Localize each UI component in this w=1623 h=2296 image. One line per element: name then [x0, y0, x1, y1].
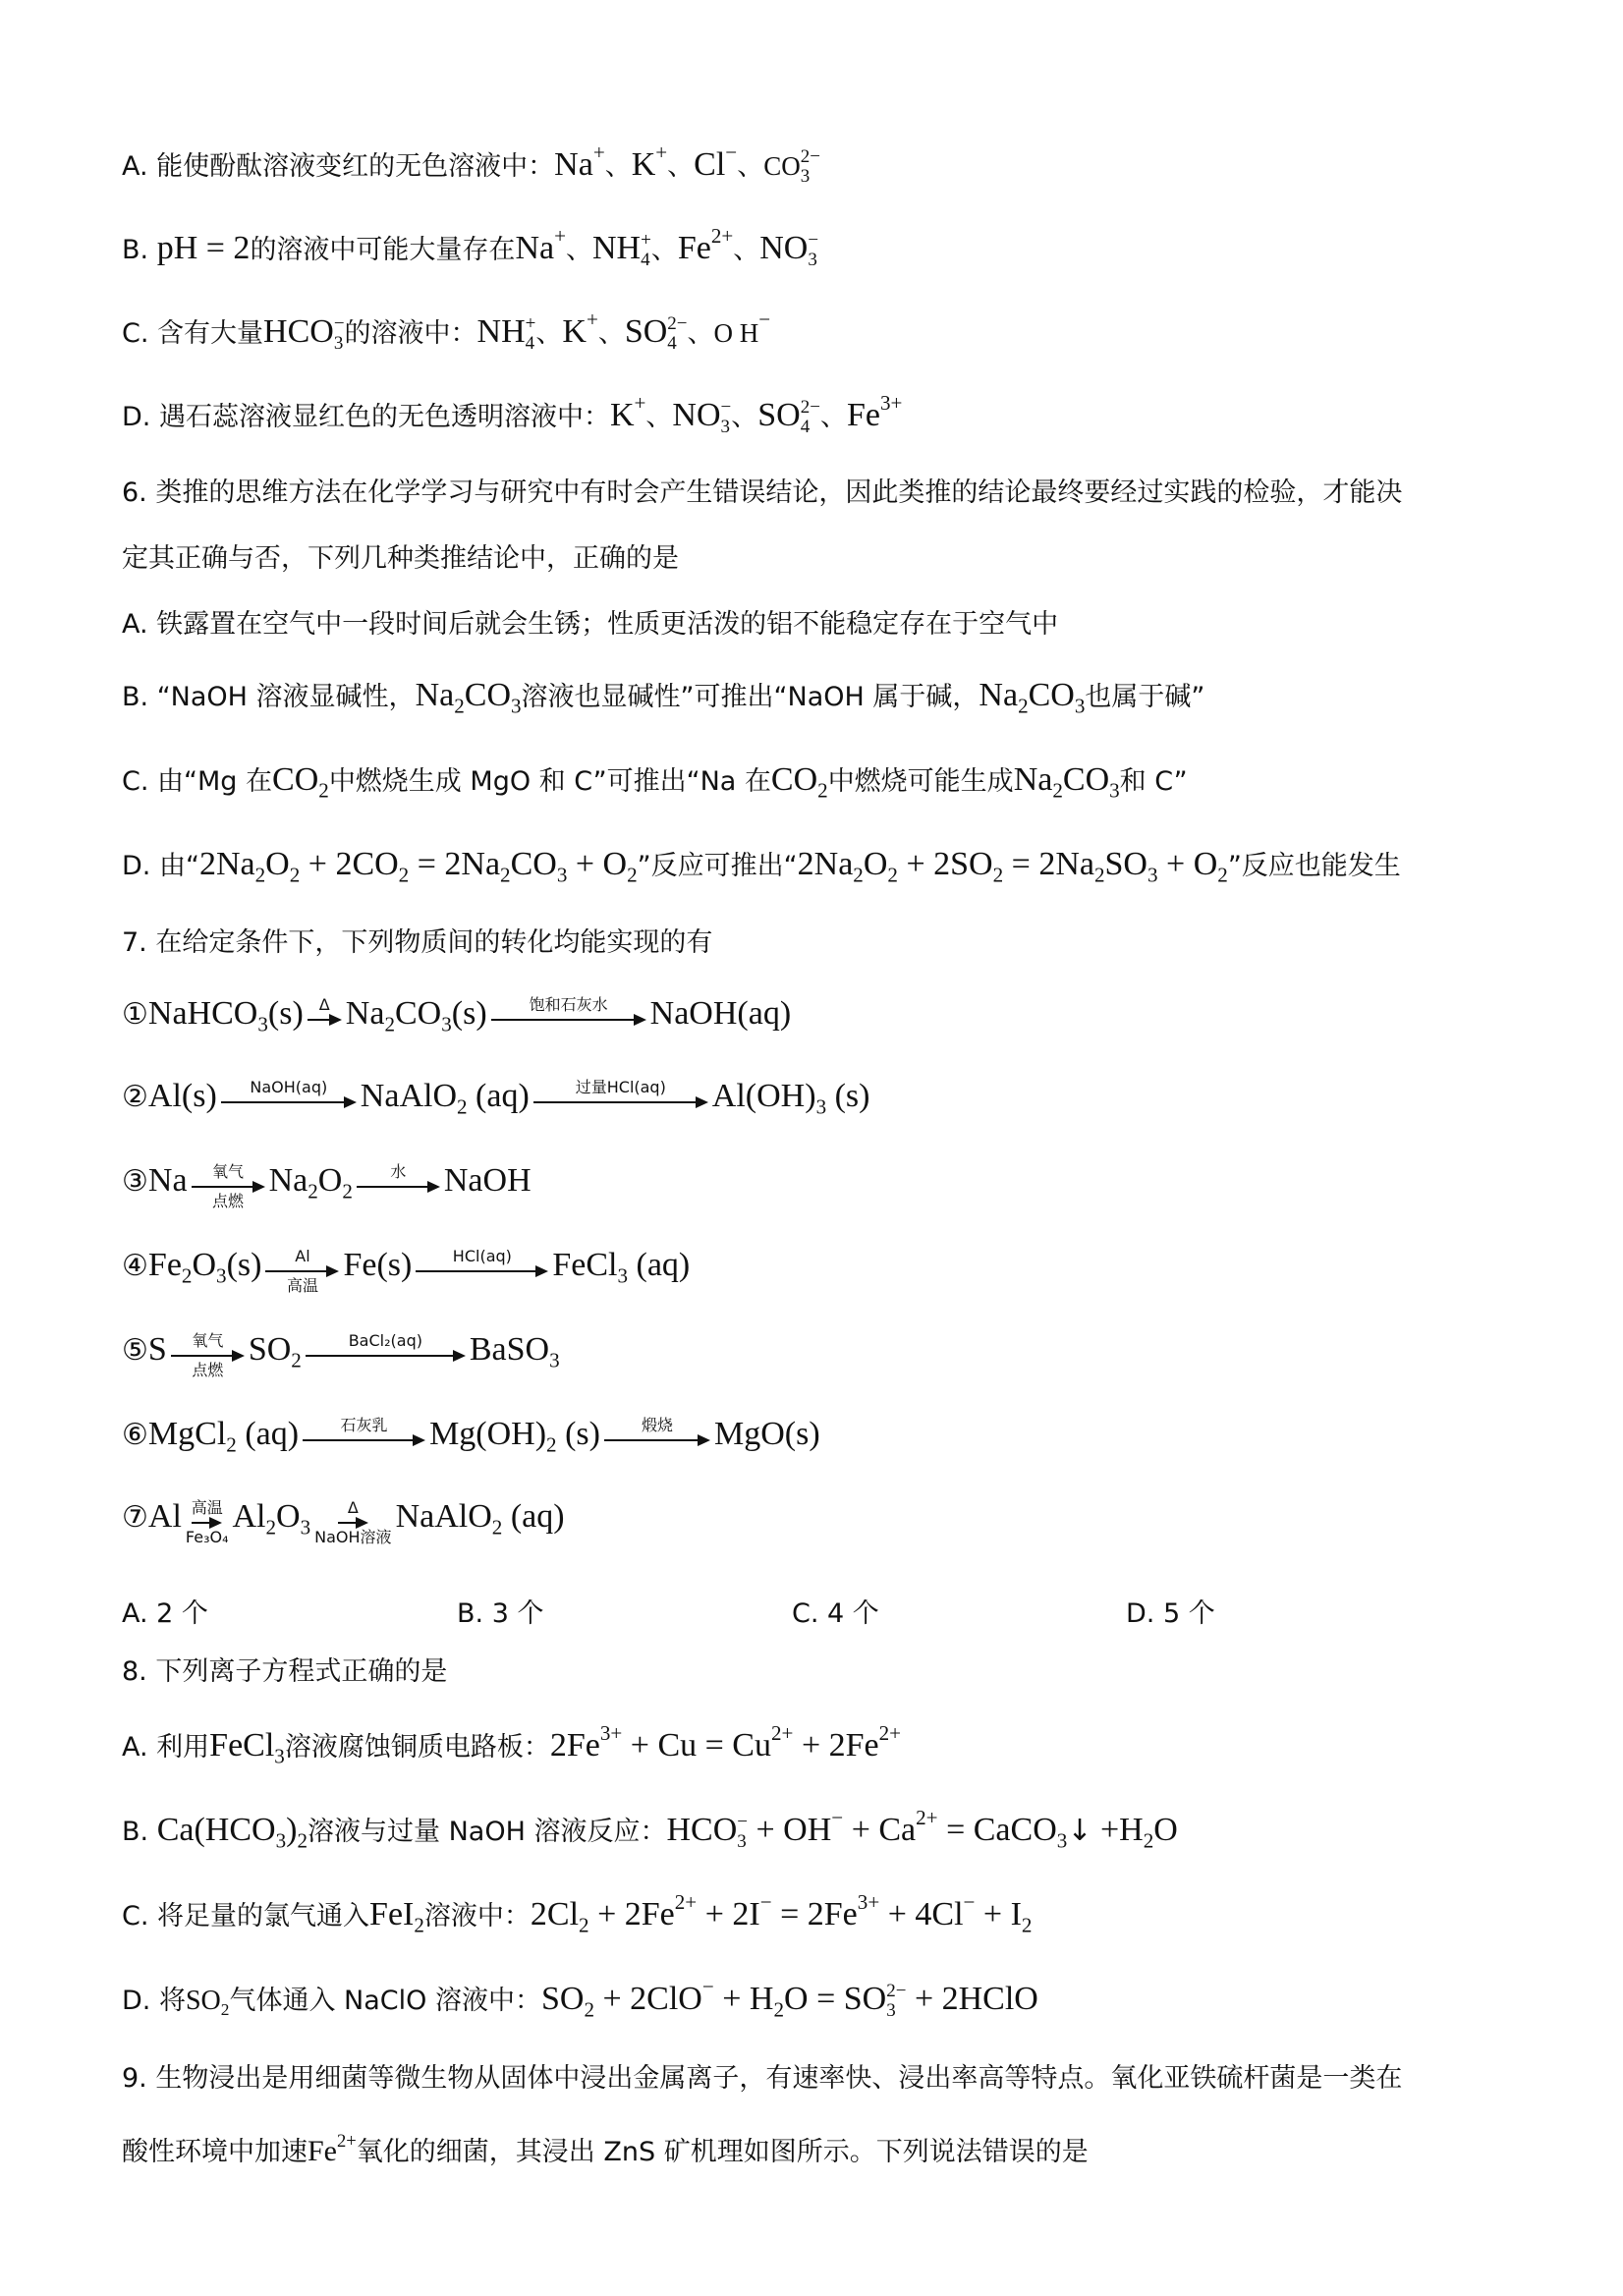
q8-b-mid: 溶液与过量 NaOH 溶液反应：: [308, 1817, 667, 1847]
q9-stem-line1: 9. 生物浸出是用细菌等微生物从固体中浸出金属离子，有速率快、浸出率高等特点。氧化亚铁硫杆菌是一类在: [122, 2063, 1403, 2094]
q9-text2: 氧化的细菌，其浸出 ZnS 矿机理如图所示。下列说法错误的是: [356, 2137, 1089, 2167]
q7-chain-1: ①NaHCO$_3$(s) Δ $Na_2CO_3(s)$ 饱和石灰水 NaOH(aq): [122, 994, 791, 1043]
q7-chain-7-num: ⑦: [122, 1500, 148, 1535]
q8-c-mid: 溶液中：: [423, 1901, 531, 1932]
q5-c-ions: NH + 4 、K+、SO 2− 4 、O H−: [476, 308, 771, 355]
q7-arrow-3a: 氧气 点燃: [192, 1163, 265, 1210]
q6-d-text3: ”反应也能发生: [1227, 851, 1401, 881]
q8-d-label: D. 将: [122, 1986, 186, 2016]
q7-chain-5-num: ⑤: [122, 1333, 148, 1368]
q8-a-fecl3: FeCl$_3$: [209, 1727, 285, 1768]
q5-b-ions: Na+、NH + 4 、$Fe^{2+}$、NO − 3: [515, 224, 819, 271]
q8-a-label: A. 利用: [122, 1732, 210, 1763]
q8-option-d[interactable]: [122, 1975, 1038, 2022]
q7-chain-7: ⑦Al 高温 Fe₃O₄ $Al_2O_3$ Δ NaOH溶液 NaAlO$_2$ (aq): [122, 1497, 565, 1546]
q5-c-hco3: HCO − 3: [263, 313, 345, 355]
q8-a-mid: 溶液腐蚀铜质电路板：: [284, 1732, 550, 1763]
q6-c-text2: 中燃烧生成 MgO 和 C”可推出“Na 在: [328, 766, 771, 797]
q9-stem-line2: [122, 2131, 1089, 2169]
q5-b-mid: 的溶液中可能大量存在: [250, 235, 516, 265]
q6-d-text2: ”反应可推出“: [637, 851, 798, 881]
q6-d-eq2: $2Na_2O_2 + 2SO_2 = 2Na_2SO_3 + O_2$: [797, 846, 1228, 887]
q7-chain-3-num: ③: [122, 1164, 148, 1199]
q6-c-text4: 和 C”: [1119, 766, 1188, 797]
q6-d-text1: D. 由“: [122, 851, 199, 881]
q6-d-eq1: $2Na_2O_2 + 2CO_2 = 2Na_2CO_3 + O_2$: [198, 846, 638, 887]
q7-chain-4: $④Fe_2O_3(s)$ Al 高温 Fe(s) HCl(aq) FeCl$_3$ (aq): [122, 1246, 691, 1295]
q8-stem: 8. 下列离子方程式正确的是: [122, 1656, 448, 1687]
q6-stem-line1: 6. 类推的思维方法在化学学习与研究中有时会产生错误结论，因此类推的结论最终要经过实践的检验，才能决: [122, 477, 1403, 508]
q6-b-text2: 溶液也显碱性”可推出“NaOH 属于碱，: [521, 682, 979, 712]
q8-c-label: C. 将足量的氯气通入: [122, 1901, 370, 1932]
q5-a-ions: Na+、K+、Cl−、CO 2− 3: [554, 140, 820, 188]
q7-chain-1-num: ①: [122, 997, 148, 1032]
q7-choice-b[interactable]: B. 3 个: [457, 1598, 544, 1629]
q5-c-label: C. 含有大量: [122, 318, 264, 349]
q5-option-a[interactable]: [122, 140, 820, 188]
q6-c-text3: 中燃烧可能生成: [827, 766, 1014, 797]
q7-arrow-5b: BaCl₂(aq): [306, 1332, 466, 1379]
q7-arrow-7a: 高温 Fe₃O₄: [185, 1497, 229, 1546]
q8-option-a[interactable]: [122, 1721, 902, 1768]
q8-d-so2: $SO_2$: [185, 1986, 230, 2020]
q7-arrow-1a: Δ: [308, 996, 342, 1043]
q6-c-na2co3: $Na_2CO_3$: [1013, 761, 1120, 803]
q7-arrow-1b: 饱和石灰水: [491, 996, 646, 1043]
q9-fe2: $Fe^{2+}$: [308, 2131, 357, 2167]
q7-chain-5: ⑤S 氧气 点燃 $SO_2$ BaCl₂(aq) BaSO$_3$: [122, 1330, 560, 1379]
q6-b-text1: B. “NaOH 溶液显碱性，: [122, 682, 416, 712]
q6-option-b[interactable]: [122, 676, 1204, 716]
q8-d-eq: $SO_2 + 2ClO^- + H_2O$ = SO 2− 3 + 2HClO: [540, 1975, 1038, 2022]
q7-chain-4-num: ④: [122, 1249, 148, 1283]
q5-option-c[interactable]: [122, 308, 771, 355]
q5-b-label: B.: [122, 235, 157, 265]
q5-a-label: A. 能使酚酞溶液变红的无色溶液中：: [122, 151, 555, 182]
q5-option-d[interactable]: [122, 391, 903, 438]
q8-c-fei2: FeI$_2$: [369, 1896, 424, 1937]
q9-text1: 酸性环境中加速: [122, 2137, 308, 2167]
q8-d-mid: 气体通入 NaClO 溶液中：: [229, 1986, 541, 2016]
q6-b-text3: 也属于碱”: [1085, 682, 1205, 712]
q5-c-mid: 的溶液中：: [344, 318, 477, 349]
q8-b-reactant: $Ca(HCO_3)_2$: [156, 1812, 308, 1853]
q7-arrow-3b: 水: [357, 1163, 440, 1210]
q7-choice-a[interactable]: A. 2 个: [122, 1598, 208, 1629]
q7-choice-c[interactable]: C. 4 个: [792, 1598, 879, 1629]
q7-arrow-7b: Δ NaOH溶液: [314, 1497, 392, 1546]
q6-c-co2-a: $CO_2$: [272, 761, 329, 803]
q7-stem: 7. 在给定条件下，下列物质间的转化均能实现的有: [122, 927, 713, 958]
q7-arrow-4b: HCl(aq): [416, 1248, 548, 1295]
q5-b-ph: pH = 2: [156, 230, 251, 266]
q8-option-c[interactable]: [122, 1890, 1033, 1937]
q7-choice-d[interactable]: D. 5 个: [1126, 1598, 1215, 1629]
q6-b-formula1: $Na_2CO_3$: [415, 677, 522, 718]
q8-c-eq: $2Cl_2 + 2Fe^{2+} + 2I^- = 2Fe^{3+} + 4Cl^- + I_2$: [530, 1890, 1033, 1937]
q6-c-co2-b: $CO_2$: [770, 761, 828, 803]
q7-arrow-4a: Al 高温: [265, 1248, 339, 1295]
q7-arrow-5a: 氧气 点燃: [171, 1332, 245, 1379]
q8-a-eq: $2Fe^{3+} + Cu = Cu^{2+} + 2Fe^{2+}$: [549, 1721, 902, 1764]
q6-c-text1: C. 由“Mg 在: [122, 766, 273, 797]
q6-b-formula2: $Na_2CO_3$: [979, 677, 1086, 718]
q7-chain-6-num: ⑥: [122, 1418, 148, 1452]
q8-b-eq: HCO − 3 + $OH^- + Ca^{2+}$ = CaCO$_3$↓ $+H_2O$: [666, 1806, 1178, 1853]
q8-option-b[interactable]: [122, 1806, 1178, 1853]
q6-option-d[interactable]: [122, 845, 1401, 885]
q5-d-label: D. 遇石蕊溶液显红色的无色透明溶液中：: [122, 402, 610, 432]
q5-d-ions: K+、NO − 3 、SO 2− 4 、$Fe^{3+}$: [609, 391, 903, 438]
q7-chain-2-num: ②: [122, 1080, 148, 1114]
q6-option-a[interactable]: A. 铁露置在空气中一段时间后就会生锈；性质更活泼的铝不能稳定存在于空气中: [122, 609, 1059, 640]
q7-chain-3: ③Na 氧气 点燃 $Na_2O_2$ 水 NaOH: [122, 1161, 532, 1210]
q7-arrow-6b: 煅烧: [604, 1417, 710, 1464]
q7-chain-6: ⑥MgCl$_2$ (aq) 石灰乳 $Mg(OH)_2$ (s) 煅烧 MgO(s): [122, 1415, 820, 1464]
q8-b-label: B.: [122, 1817, 157, 1847]
q7-arrow-2a: NaOH(aq): [221, 1079, 357, 1126]
q6-stem-line2: 定其正确与否，下列几种类推结论中，正确的是: [122, 543, 679, 574]
q7-arrow-2b: 过量HCl(aq): [533, 1079, 708, 1126]
q5-option-b[interactable]: [122, 224, 819, 271]
q7-arrow-6a: 石灰乳: [303, 1417, 425, 1464]
q7-chain-2: ②Al(s) NaOH(aq) NaAlO$_2$ (aq) 过量HCl(aq) $Al(OH)_3$ (s): [122, 1077, 870, 1126]
q6-option-c[interactable]: [122, 760, 1188, 801]
